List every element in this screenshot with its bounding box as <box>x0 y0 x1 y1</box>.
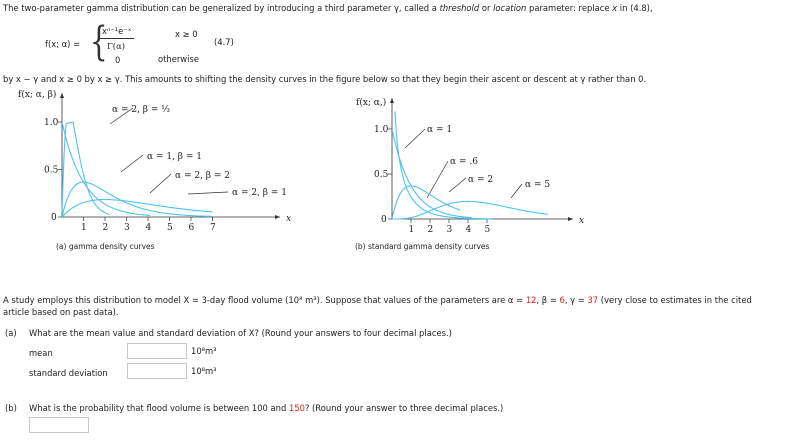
chart-a-series-label: α = 1, β = 1 <box>147 152 202 162</box>
condition-1: x ≥ 0 <box>175 29 198 39</box>
chart-a-x-tick-label: 3 <box>124 223 130 233</box>
chart-b-curve <box>392 201 548 219</box>
chart-a-y-tick-label: 0 <box>51 213 57 223</box>
chart-b-series-label: α = 2 <box>468 175 494 185</box>
sd-label: standard deviation <box>29 368 108 378</box>
chart-b-series-label: α = 5 <box>525 180 551 190</box>
problem-line-2: article based on past data). <box>3 307 119 317</box>
chart-b-label-arrow <box>405 129 425 148</box>
chart-a-label-arrow <box>188 192 228 194</box>
chart-b-series-label: α = 1 <box>427 125 453 135</box>
chart-a-x-tick-label: 4 <box>145 223 152 233</box>
gamma-figures <box>0 88 811 258</box>
chart-b-x-tick-label: 1 <box>408 225 415 235</box>
chart-a-x-arrow <box>275 215 280 219</box>
probability-input[interactable] <box>29 417 89 433</box>
chart-a-y-label: f(x; α, β) <box>18 90 57 100</box>
chart-a-label-arrow <box>150 174 171 193</box>
chart-b-label-arrow <box>511 184 522 198</box>
chart-b-x-tick-label: 3 <box>446 225 453 235</box>
chart-a-series-label: α = 2, β = ⅓ <box>112 105 170 115</box>
equation-number: (4.7) <box>214 37 234 47</box>
intro-line-2: by x − γ and x ≥ 0 by x ≥ γ. This amounts to shifting the density curves in the figure below so that they begin their ascent or descent at γ rather than 0. <box>3 74 647 84</box>
chart-a-x-tick-label: 6 <box>188 223 195 233</box>
chart-a-curve <box>62 182 212 216</box>
part-b-question: What is the probability that flood volume is between 100 and 150? (Round your answer to three decimal places.) <box>29 403 504 413</box>
chart-a-y-tick-label: 1.0 <box>44 118 59 128</box>
chart-a-x-tick-label: 5 <box>167 223 173 233</box>
part-a-label: (a) <box>5 328 17 338</box>
condition-2: otherwise <box>158 54 200 64</box>
mean-unit: 10⁸m³ <box>191 346 217 356</box>
sd-unit: 10⁸m³ <box>191 366 217 376</box>
chart-b-curve <box>392 129 472 217</box>
chart-b-y-arrow <box>390 98 394 103</box>
fraction-bar <box>100 38 134 39</box>
chart-b-x-arrow <box>568 217 573 221</box>
chart-b-y-tick-label: 1.0 <box>374 125 389 135</box>
chart-b-y-tick-label: 0 <box>381 215 387 225</box>
chart-a-x-tick-label: 1 <box>81 223 87 233</box>
equation-lhs: f(x; α) = <box>45 39 81 49</box>
chart-a-series-label: α = 2, β = 2 <box>175 171 230 181</box>
chart-b-series-label: α = .6 <box>450 157 478 167</box>
chart-a-x-tick-label: 7 <box>210 223 216 233</box>
chart-a-x-label: x <box>286 214 292 224</box>
chart-b-y-label: f(x; α,) <box>356 98 387 108</box>
chart-a-y-tick-label: 0.5 <box>44 165 59 176</box>
chart-a-curve <box>62 122 109 214</box>
problem-line-1: A study employs this distribution to model X = 3-day flood volume (10⁸ m³). Suppose that values of the parameters are α = 12, β = 6, γ = 37 (very close to estimates in the cited <box>3 295 752 305</box>
intro-line-1: The two-parameter gamma distribution can be generalized by introducing a third parameter γ, called a threshold or location parameter: replace x in (4.8), <box>3 3 653 13</box>
zero-case: 0 <box>115 55 121 65</box>
chart-b-x-label: x <box>579 216 585 226</box>
chart-a-series-label: α = 2, β = 1 <box>232 188 287 198</box>
numerator: xᵅ⁻¹e⁻ˣ <box>102 26 132 36</box>
chart-b-x-tick-label: 4 <box>465 225 472 235</box>
chart-b-label-arrow <box>427 161 448 198</box>
chart-a-caption: (a) gamma density curves <box>56 242 155 251</box>
chart-a-y-arrow <box>60 93 64 98</box>
mean-label: mean <box>29 348 53 358</box>
chart-a-label-arrow <box>121 155 143 172</box>
chart-a-x-tick-label: 2 <box>102 223 109 233</box>
chart-b-x-tick-label: 5 <box>484 225 491 235</box>
brace: { <box>89 19 108 65</box>
chart-b-label-arrow <box>449 178 466 192</box>
part-b-label: (b) <box>5 403 17 413</box>
denominator: Γ(α) <box>107 41 126 51</box>
chart-b-x-tick-label: 2 <box>427 225 434 235</box>
sd-input[interactable] <box>127 363 187 379</box>
chart-b-y-tick-label: 0.5 <box>374 170 389 180</box>
chart-b-caption: (b) standard gamma density curves <box>355 242 490 251</box>
mean-input[interactable] <box>127 343 187 359</box>
part-a-question: What are the mean value and standard deviation of X? (Round your answers to four decimal places.) <box>29 328 452 338</box>
